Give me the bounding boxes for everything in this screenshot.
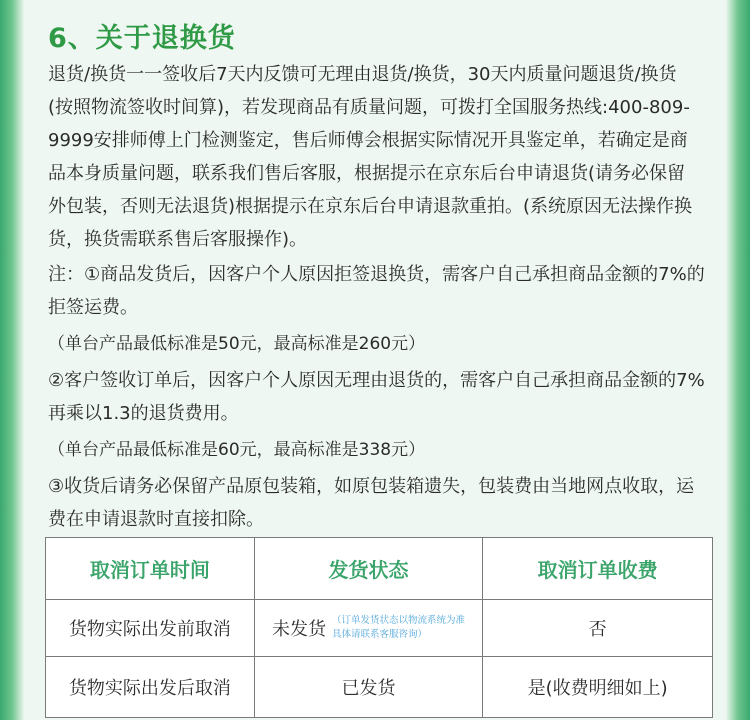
policy-line: (按照物流签收时间算)，若发现商品有质量问题，可拨打全国服务热线:400-809- xyxy=(48,97,690,118)
policy-line: 货，换货需联系售后客服操作)。 xyxy=(48,229,308,250)
table-row xyxy=(46,600,713,657)
note-line: 拒签运费。 xyxy=(48,297,138,318)
note-line: ③收货后请务必保留产品原包装箱，如原包装箱遗失，包装费由当地网点收取，运 xyxy=(48,476,695,497)
header-cancel-time: 取消订单时间 xyxy=(46,538,255,600)
note-line: 再乘以1.3的退货费用。 xyxy=(48,403,239,424)
status-footnote-line: 具体请联系客服咨询） xyxy=(332,629,428,640)
cancellation-fee-table xyxy=(45,537,713,718)
cell-ship-status: 已发货 xyxy=(254,657,483,718)
header-cancel-fee: 取消订单收费 xyxy=(483,538,713,600)
status-wrap xyxy=(272,614,465,642)
policy-line: 9999安排师傅上门检测鉴定，售后师傅会根据实际情况开具鉴定单，若确定是商 xyxy=(48,130,688,151)
note-line: 费在申请退款时直接扣除。 xyxy=(48,509,264,530)
cell-cancel-fee: 否 xyxy=(483,600,713,657)
cell-ship-status xyxy=(254,600,483,657)
header-ship-status: 发货状态 xyxy=(254,538,483,600)
status-label: 未发货 xyxy=(272,619,326,640)
section-heading: 6、关于退换货 xyxy=(48,23,236,54)
table-row xyxy=(46,657,713,718)
status-footnote xyxy=(332,614,465,642)
policy-line: 品本身质量问题，联系我们售后客服，根据提示在京东后台申请退货(请务必保留 xyxy=(48,163,686,184)
status-footnote-line: （订单发货状态以物流系统为准 xyxy=(332,615,466,626)
policy-line: 退货/换货一一签收后7天内反馈可无理由退货/换货，30天内质量问题退货/换货 xyxy=(48,64,677,85)
note-line: 注：①商品发货后，因客户个人原因拒签退换货，需客户自己承担商品金额的7%的 xyxy=(48,264,705,285)
table-header-row xyxy=(46,538,713,600)
note-standard-line: （单台产品最低标准是50元，最高标准是260元） xyxy=(48,334,426,354)
cell-cancel-time: 货物实际出发后取消 xyxy=(46,657,255,718)
notes-block xyxy=(48,258,714,536)
note-line: ②客户签收订单后，因客户个人原因无理由退货的，需客户自己承担商品金额的7% xyxy=(48,370,705,391)
cell-cancel-time: 货物实际出发前取消 xyxy=(46,600,255,657)
note-standard-line: （单台产品最低标准是60元，最高标准是338元） xyxy=(48,440,426,460)
policy-line: 外包装，否则无法退货)根据提示在京东后台申请退款重拍。(系统原因无法操作换 xyxy=(48,196,693,217)
return-policy-paragraph xyxy=(48,58,714,256)
cell-cancel-fee: 是(收费明细如上) xyxy=(483,657,713,718)
